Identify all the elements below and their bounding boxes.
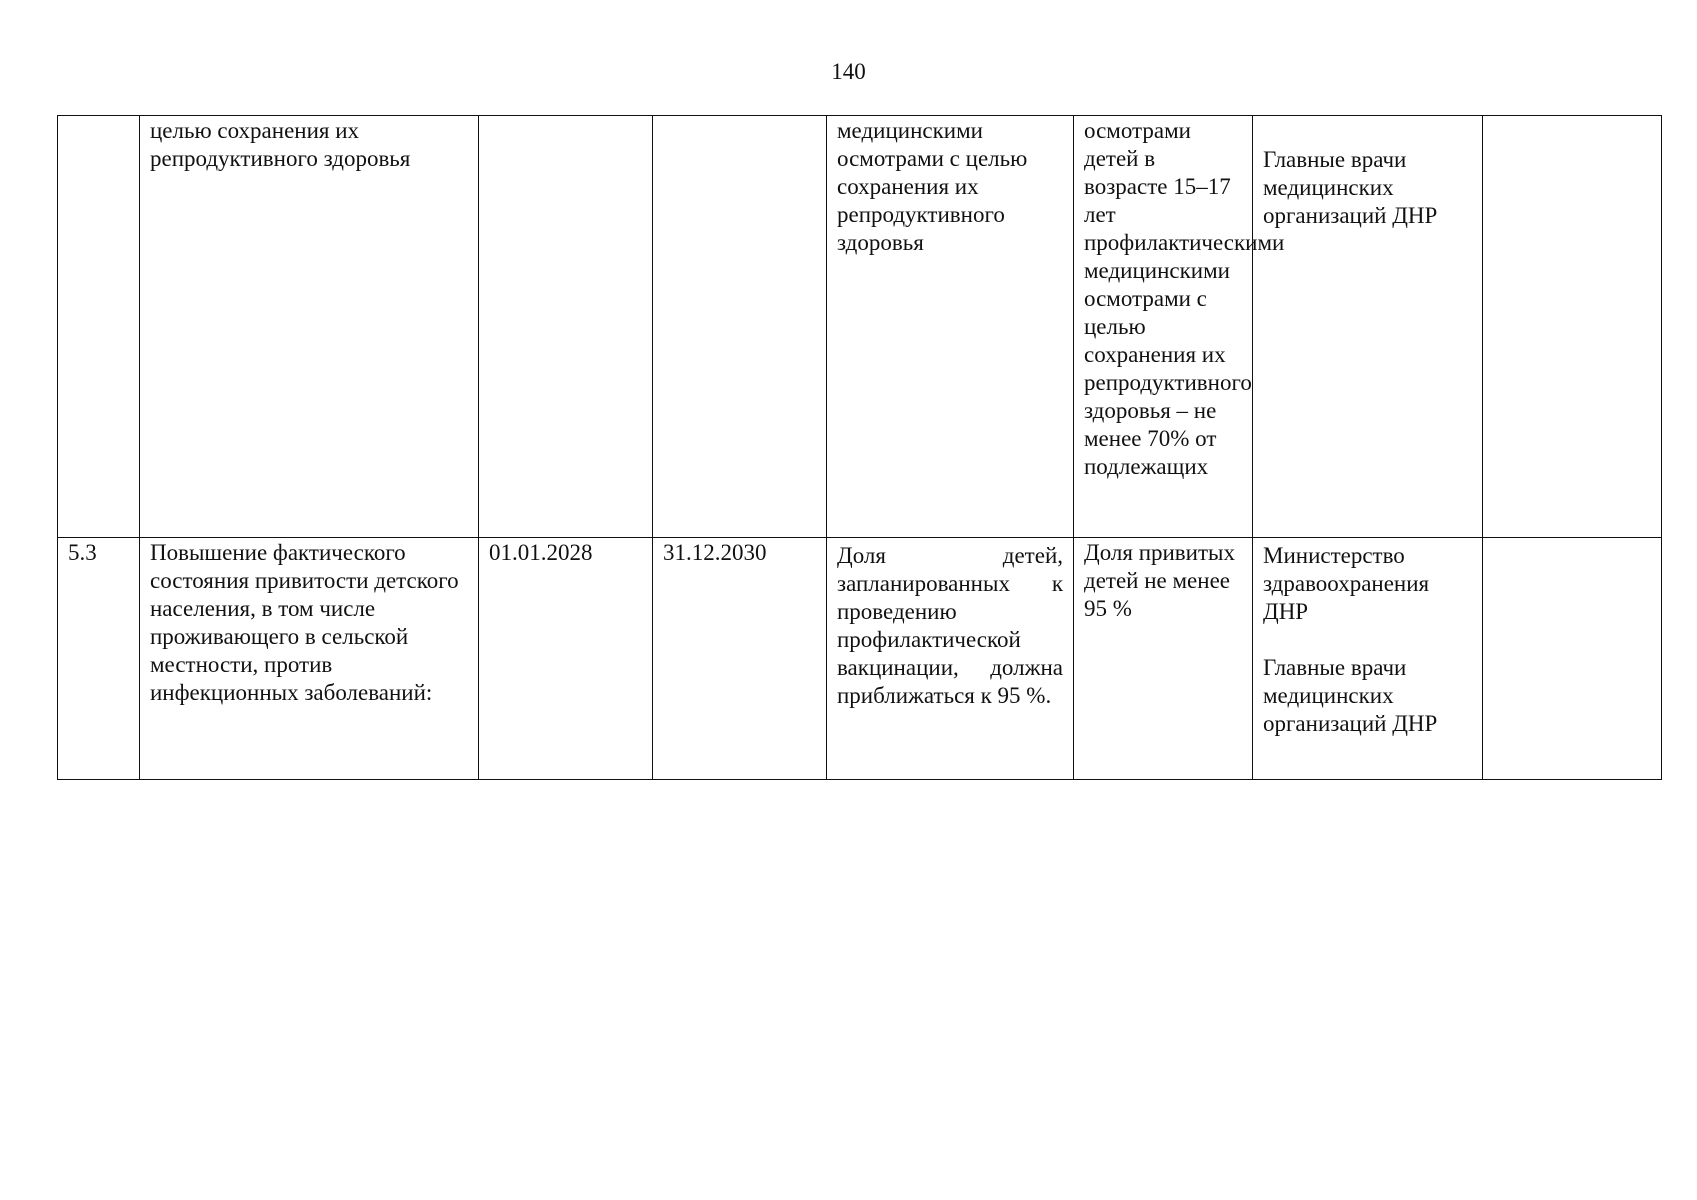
cell-number: 5.3	[58, 538, 140, 780]
cell-end-date	[653, 116, 827, 538]
cell-note	[1483, 538, 1662, 780]
cell-number	[58, 116, 140, 538]
cell-result: Доля привитых детей не менее 95 %	[1074, 538, 1253, 780]
paragraph-gap	[1263, 626, 1472, 654]
cell-end-date: 31.12.2030	[653, 538, 827, 780]
cell-note	[1483, 116, 1662, 538]
responsible-chief-doctors: Главные врачи медицинских организаций ДНР	[1263, 655, 1438, 736]
page-number: 140	[831, 59, 866, 84]
responsible-ministry: Министерство здравоохранения ДНР	[1263, 543, 1430, 624]
table-row-5-3	[58, 538, 1662, 780]
cell-responsible	[1253, 538, 1483, 780]
cell-indicator: Доля детей, запланированных к проведению профилактической вакцинации, должна приближаться к 95 %.	[827, 538, 1074, 780]
cell-measure: Повышение фактического состояния привитости детского населения, в том числе проживающего в сельской местности, против инфекционных заболеваний:	[140, 538, 479, 780]
cell-indicator: медицинскими осмотрами с целью сохранения их репродуктивного здоровья	[827, 116, 1074, 538]
cell-result: осмотрами детей в возрасте 15–17 лет профилактическими медицинскими осмотрами с целью сохранения их репродуктивного здоровья – не менее 70% от подлежащих	[1074, 116, 1253, 538]
cell-responsible: Главные врачи медицинских организаций ДНР	[1253, 116, 1483, 538]
measures-table	[57, 115, 1662, 780]
cell-measure: целью сохранения их репродуктивного здоровья	[140, 116, 479, 538]
cell-start-date: 01.01.2028	[479, 538, 653, 780]
cell-start-date	[479, 116, 653, 538]
table-row-continued	[58, 116, 1662, 538]
